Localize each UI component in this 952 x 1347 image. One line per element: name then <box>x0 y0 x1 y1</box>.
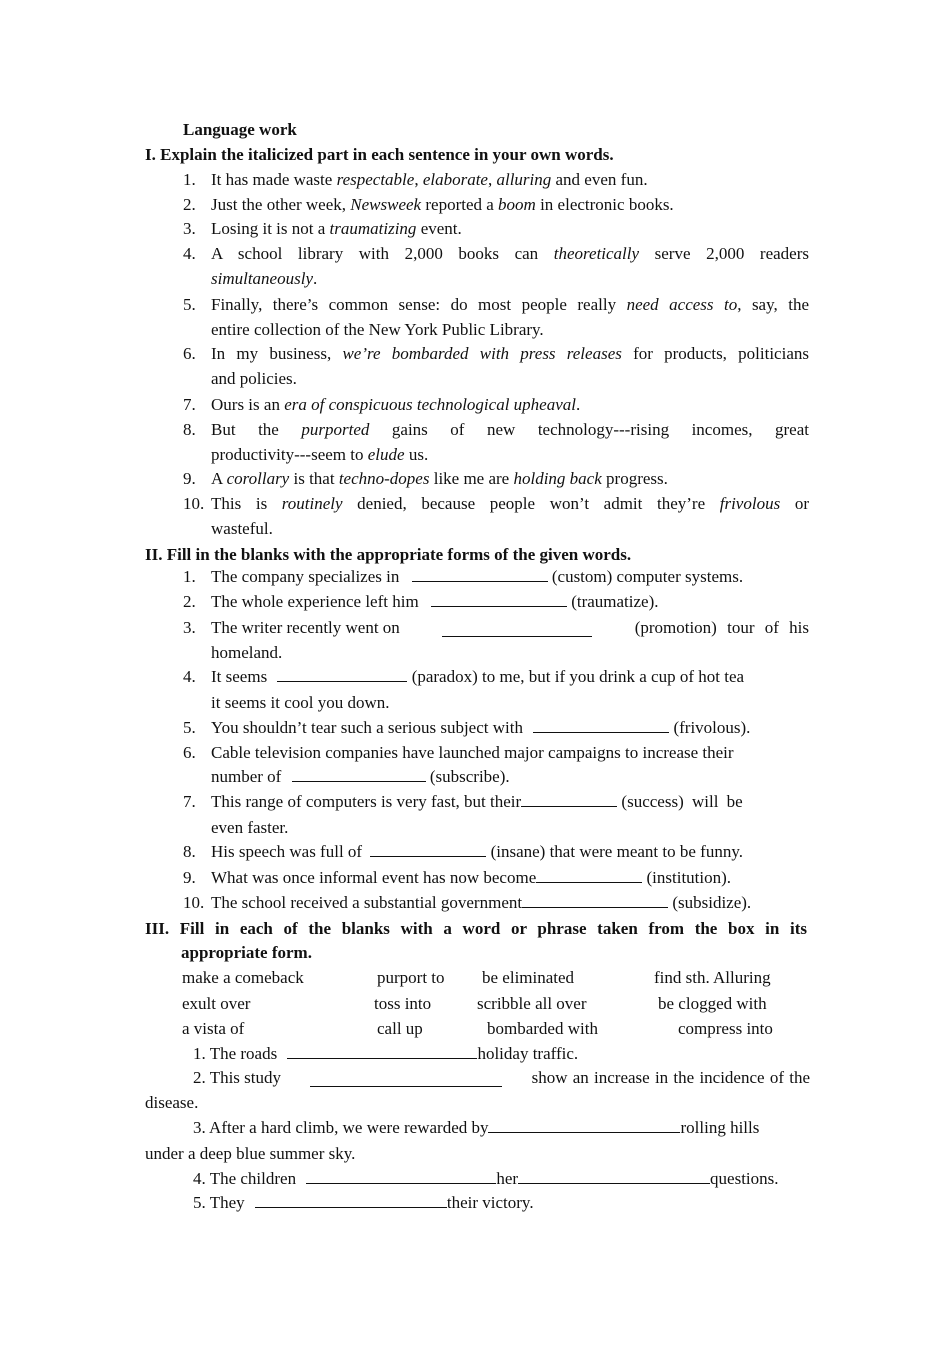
text-run: A school library with 2,000 books can <box>211 244 554 263</box>
answer-blank[interactable] <box>521 791 617 807</box>
item-text: (insane) that were meant to be funny. <box>490 842 743 861</box>
answer-blank[interactable] <box>287 1043 477 1059</box>
answer-blank[interactable] <box>412 566 548 582</box>
text-run: and policies. <box>211 369 297 388</box>
italic-phrase: corollary <box>226 469 290 488</box>
item-number: 2. <box>183 195 196 214</box>
item-text-cont <box>211 268 317 290</box>
word-box-item: bombarded with <box>487 1019 598 1038</box>
item-text: under a deep blue summer sky. <box>145 1144 356 1163</box>
item-text: their victory. <box>446 1193 534 1212</box>
item-number: 8. <box>183 420 196 439</box>
text-run: Losing it is not a <box>211 219 330 238</box>
text-run: wasteful. <box>211 519 273 538</box>
item-text: homeland. <box>211 643 283 662</box>
text-run: or <box>780 494 809 513</box>
text-run: But the <box>211 420 302 439</box>
italic-phrase: boom <box>498 195 536 214</box>
text-run: Just the other week, <box>211 195 351 214</box>
section-3-heading: III. Fill in each of the blanks with a word or phrase taken from the box in its <box>145 919 807 938</box>
answer-blank[interactable] <box>292 766 426 782</box>
item-number: 9. <box>183 868 196 887</box>
text-run: . <box>313 269 318 288</box>
item-number: 5. <box>183 295 196 314</box>
italic-phrase: we’re bombarded with press releases <box>342 344 622 363</box>
item-text-cont <box>211 368 297 390</box>
text-run: , <box>487 170 497 189</box>
item-text: The whole experience left him <box>211 592 419 611</box>
text-run: This is <box>211 494 282 513</box>
item-number: 7. <box>183 395 196 414</box>
item-number: 3. <box>183 219 196 238</box>
item-text: questions. <box>710 1169 779 1188</box>
italic-phrase: techno-dopes <box>338 469 430 488</box>
item-text: disease. <box>145 1093 199 1112</box>
answer-blank[interactable] <box>442 621 592 637</box>
word-box-item: find sth. Alluring <box>654 968 771 987</box>
item-text: (traumatize). <box>571 592 659 611</box>
text-run: A <box>211 469 227 488</box>
italic-phrase: theoretically <box>553 244 640 263</box>
answer-blank[interactable] <box>536 867 642 883</box>
item-text: (subscribe). <box>429 767 510 786</box>
item-text: (subsidize). <box>672 893 752 912</box>
item-number: 1. <box>183 170 196 189</box>
item-text: rolling hills <box>680 1118 760 1137</box>
word-box-item: a vista of <box>182 1019 245 1038</box>
text-run: in electronic books. <box>535 195 674 214</box>
item-text: (institution). <box>646 868 732 887</box>
item-text-cont <box>211 444 428 466</box>
answer-blank[interactable] <box>488 1117 680 1133</box>
item-text <box>211 194 674 216</box>
item-text-cont <box>211 518 273 540</box>
text-run: . <box>575 395 581 414</box>
text-run: gains of new technology---rising incomes, great <box>369 420 809 439</box>
answer-blank[interactable] <box>370 841 486 857</box>
item-text <box>211 218 462 240</box>
text-run: productivity---seem to <box>211 445 368 464</box>
text-run: event. <box>416 219 462 238</box>
item-text: 4. The children <box>193 1169 297 1188</box>
word-box-item: purport to <box>377 968 445 987</box>
word-box-item: scribble all over <box>477 994 587 1013</box>
text-run: It has made waste <box>211 170 337 189</box>
text-run: Ours is an <box>211 395 285 414</box>
item-number: 10. <box>183 893 205 912</box>
italic-phrase: respectable <box>336 170 415 189</box>
item-text: (custom) computer systems. <box>551 567 744 586</box>
item-text: It seems <box>211 667 268 686</box>
item-number: 9. <box>183 469 196 488</box>
item-text: (frivolous). <box>673 718 751 737</box>
item-text: her <box>496 1169 519 1188</box>
item-number: 3. <box>183 618 196 637</box>
page-title: Language work <box>183 120 297 139</box>
item-text: This range of computers is very fast, but their <box>211 792 522 811</box>
answer-blank[interactable] <box>431 591 567 607</box>
item-number: 8. <box>183 842 196 861</box>
text-run: serve 2,000 readers <box>639 244 809 263</box>
item-text: holiday traffic. <box>477 1044 579 1063</box>
item-number: 6. <box>183 743 196 762</box>
text-run: Finally, there’s common sense: do most people really <box>211 295 627 314</box>
item-text: 3. After a hard climb, we were rewarded by <box>193 1118 489 1137</box>
item-text: number of <box>211 767 282 786</box>
item-text <box>211 169 648 191</box>
item-text: His speech was full of <box>211 842 363 861</box>
item-number: 4. <box>183 244 196 263</box>
item-number: 4. <box>183 667 196 686</box>
s3-question-2 <box>193 1067 810 1089</box>
answer-blank[interactable] <box>522 892 668 908</box>
italic-phrase: elaborate <box>422 170 488 189</box>
text-run: , <box>414 170 423 189</box>
answer-blank[interactable] <box>310 1071 502 1087</box>
italic-phrase: traumatizing <box>329 219 417 238</box>
item-text: You shouldn’t tear such a serious subject with <box>211 718 523 737</box>
item-text <box>211 343 809 365</box>
item-text: 1. The roads <box>193 1044 278 1063</box>
item-text <box>211 243 809 265</box>
answer-blank[interactable] <box>518 1168 710 1184</box>
item-text: even faster. <box>211 818 289 837</box>
answer-blank[interactable] <box>255 1192 447 1208</box>
section-2-heading: II. Fill in the blanks with the appropriate forms of the given words. <box>145 545 632 564</box>
item-text: (promotion) tour of his <box>634 618 809 637</box>
item-number: 5. <box>183 718 196 737</box>
text-run: , say, the <box>737 295 810 314</box>
text-run: In my business, <box>211 344 343 363</box>
word-box-item: be eliminated <box>482 968 575 987</box>
text-run: entire collection of the New York Public Library. <box>211 320 544 339</box>
item-text: show an increase in the incidence of the <box>531 1068 810 1087</box>
item-number: 7. <box>183 792 196 811</box>
italic-phrase: holding back <box>513 469 602 488</box>
s3-question-4 <box>193 1168 779 1190</box>
s3-question-5 <box>193 1192 534 1214</box>
text-run: us. <box>404 445 429 464</box>
s3-question-1 <box>193 1043 578 1065</box>
item-text: it seems it cool you down. <box>211 693 390 712</box>
item-text <box>211 493 809 515</box>
item-text: 5. They <box>193 1193 245 1212</box>
answer-blank[interactable] <box>306 1168 496 1184</box>
italic-phrase: purported <box>301 420 370 439</box>
item-number: 1. <box>183 567 196 586</box>
text-run: and even fun. <box>551 170 648 189</box>
word-box-item: be clogged with <box>658 994 767 1013</box>
word-box-item: call up <box>377 1019 423 1038</box>
italic-phrase: frivolous <box>719 494 781 513</box>
item-text: 2. This study <box>193 1068 282 1087</box>
text-run: is that <box>289 469 339 488</box>
item-number: 6. <box>183 344 196 363</box>
word-box-item: toss into <box>374 994 432 1013</box>
italic-phrase: need access to <box>626 295 738 314</box>
text-run: denied, because people won’t admit they’re <box>342 494 720 513</box>
word-box-item: exult over <box>182 994 251 1013</box>
text-run: reported a <box>421 195 499 214</box>
item-text <box>211 294 809 316</box>
item-text: (paradox) to me, but if you drink a cup of hot tea <box>411 667 745 686</box>
word-box-item: compress into <box>678 1019 773 1038</box>
italic-phrase: elude <box>367 445 405 464</box>
item-text: (success) will be <box>621 792 743 811</box>
section-1-heading: I. Explain the italicized part in each sentence in your own words. <box>145 145 614 164</box>
item-text: The writer recently went on <box>211 618 400 637</box>
text-run: progress. <box>601 469 668 488</box>
text-run: for products, politicians <box>621 344 809 363</box>
item-text <box>211 468 668 490</box>
item-text <box>211 419 809 441</box>
answer-blank[interactable] <box>277 666 407 682</box>
italic-phrase: alluring <box>496 170 552 189</box>
item-number: 10. <box>183 494 205 513</box>
italic-phrase: routinely <box>281 494 343 513</box>
answer-blank[interactable] <box>533 717 669 733</box>
item-text: What was once informal event has now become <box>211 868 537 887</box>
item-text-cont <box>211 319 544 341</box>
text-run: like me are <box>429 469 514 488</box>
word-box-item: make a comeback <box>182 968 304 987</box>
item-number: 2. <box>183 592 196 611</box>
italic-phrase: Newsweek <box>350 195 422 214</box>
section-3-heading-cont: appropriate form. <box>181 943 312 962</box>
italic-phrase: era of conspicuous technological upheaval <box>284 395 576 414</box>
item-text: The school received a substantial government <box>211 893 523 912</box>
italic-phrase: simultaneously <box>211 269 313 288</box>
item-text: The company specializes in <box>211 567 400 586</box>
item-text: Cable television companies have launched major campaigns to increase their <box>211 743 734 762</box>
item-text <box>211 394 580 416</box>
s3-question-3 <box>193 1117 759 1139</box>
